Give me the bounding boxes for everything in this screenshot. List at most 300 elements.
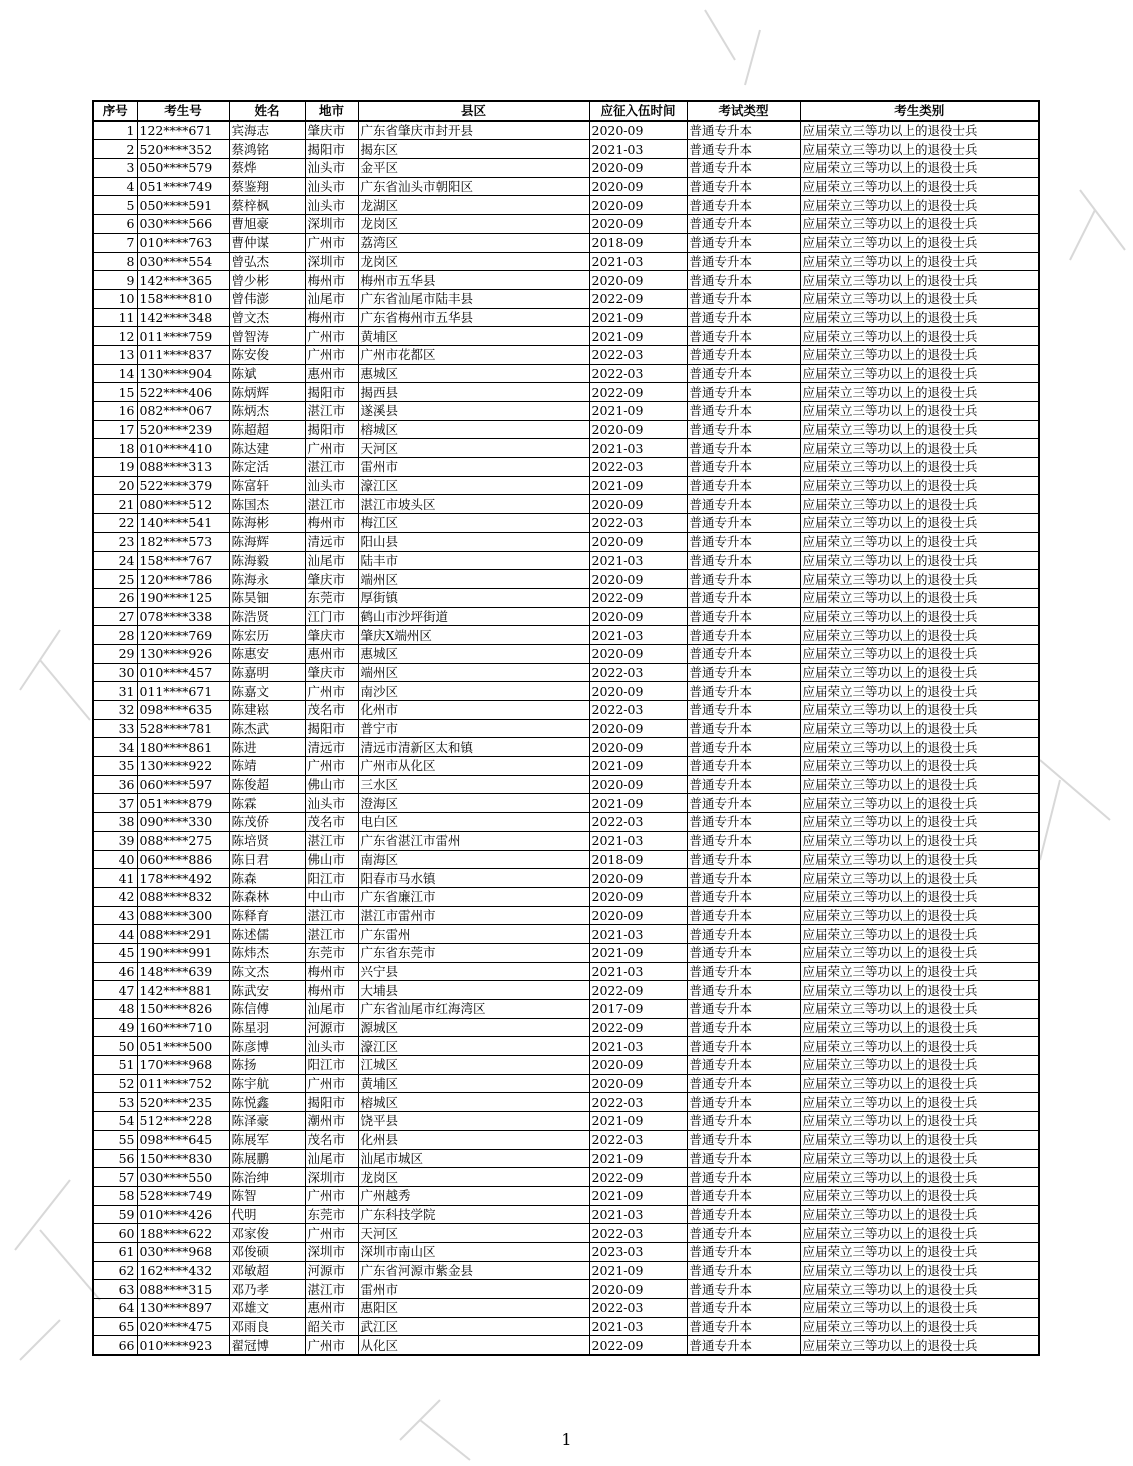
cell-candidate-no: 088****291 [137,925,229,944]
header-city: 地市 [305,101,358,121]
cell-exam-type: 普通专升本 [687,1299,800,1318]
cell-name: 曾少彬 [229,271,305,290]
table-row [93,925,1039,944]
cell-candidate-no: 020****475 [137,1317,229,1336]
cell-district: 湛江市雷州市 [358,906,589,925]
cell-candidate-no: 520****239 [137,420,229,439]
cell-city: 广州市 [305,1336,358,1355]
cell-seq: 23 [93,532,137,551]
cell-enlist-time: 2021-03 [589,1317,687,1336]
cell-district: 南沙区 [358,682,589,701]
cell-seq: 31 [93,682,137,701]
cell-enlist-time: 2022-03 [589,1130,687,1149]
cell-name: 陈靖 [229,757,305,776]
cell-exam-type: 普通专升本 [687,1093,800,1112]
cell-enlist-time: 2020-09 [589,719,687,738]
cell-name: 陈建崧 [229,701,305,720]
cell-seq: 26 [93,588,137,607]
cell-candidate-category: 应届荣立三等功以上的退役士兵 [800,1056,1039,1075]
cell-name: 陈星羽 [229,1018,305,1037]
table-row [93,1168,1039,1187]
cell-city: 阳江市 [305,869,358,888]
cell-candidate-category: 应届荣立三等功以上的退役士兵 [800,308,1039,327]
cell-district: 兴宁县 [358,962,589,981]
cell-district: 广东省汕尾市红海湾区 [358,1000,589,1019]
cell-enlist-time: 2021-09 [589,1261,687,1280]
cell-name: 蔡梓枫 [229,196,305,215]
cell-city: 韶关市 [305,1317,358,1336]
cell-enlist-time: 2020-09 [589,682,687,701]
cell-district: 雷州市 [358,1280,589,1299]
header-candidate-category: 考生类别 [800,101,1039,121]
cell-name: 陈治绅 [229,1168,305,1187]
cell-exam-type: 普通专升本 [687,962,800,981]
cell-district: 南海区 [358,850,589,869]
cell-candidate-no: 080****512 [137,495,229,514]
cell-candidate-category: 应届荣立三等功以上的退役士兵 [800,1112,1039,1131]
cell-name: 陈信傅 [229,1000,305,1019]
table-row [93,943,1039,962]
cell-candidate-no: 130****922 [137,757,229,776]
table-row [93,121,1039,140]
cell-candidate-no: 130****926 [137,644,229,663]
cell-seq: 40 [93,850,137,869]
table-row [93,794,1039,813]
cell-exam-type: 普通专升本 [687,925,800,944]
table-row [93,850,1039,869]
cell-name: 陈海永 [229,570,305,589]
cell-city: 广州市 [305,327,358,346]
cell-name: 陈述儒 [229,925,305,944]
header-name: 姓名 [229,101,305,121]
cell-exam-type: 普通专升本 [687,757,800,776]
cell-seq: 8 [93,252,137,271]
cell-city: 清远市 [305,532,358,551]
cell-candidate-category: 应届荣立三等功以上的退役士兵 [800,458,1039,477]
table-row [93,383,1039,402]
header-exam-type: 考试类型 [687,101,800,121]
cell-exam-type: 普通专升本 [687,402,800,421]
cell-enlist-time: 2022-09 [589,1018,687,1037]
cell-city: 汕头市 [305,177,358,196]
cell-seq: 55 [93,1130,137,1149]
table-row [93,757,1039,776]
cell-enlist-time: 2021-09 [589,308,687,327]
cell-candidate-category: 应届荣立三等功以上的退役士兵 [800,1149,1039,1168]
cell-candidate-no: 082****067 [137,402,229,421]
cell-enlist-time: 2017-09 [589,1000,687,1019]
cell-name: 陈培贤 [229,831,305,850]
cell-district: 陆丰市 [358,551,589,570]
cell-exam-type: 普通专升本 [687,1186,800,1205]
cell-city: 揭阳市 [305,383,358,402]
cell-exam-type: 普通专升本 [687,794,800,813]
cell-candidate-category: 应届荣立三等功以上的退役士兵 [800,850,1039,869]
page-number: 1 [561,1430,572,1449]
cell-exam-type: 普通专升本 [687,588,800,607]
cell-name: 陈海辉 [229,532,305,551]
cell-exam-type: 普通专升本 [687,906,800,925]
cell-enlist-time: 2021-03 [589,439,687,458]
cell-exam-type: 普通专升本 [687,850,800,869]
cell-seq: 3 [93,159,137,178]
cell-city: 揭阳市 [305,719,358,738]
table-row [93,1074,1039,1093]
cell-name: 曾文杰 [229,308,305,327]
cell-district: 濠江区 [358,1037,589,1056]
cell-name: 陈宏历 [229,626,305,645]
cell-seq: 61 [93,1242,137,1261]
cell-seq: 56 [93,1149,137,1168]
cell-enlist-time: 2020-09 [589,1056,687,1075]
cell-exam-type: 普通专升本 [687,1149,800,1168]
cell-candidate-category: 应届荣立三等功以上的退役士兵 [800,215,1039,234]
cell-city: 肇庆市 [305,626,358,645]
cell-enlist-time: 2022-03 [589,1093,687,1112]
table-row [93,364,1039,383]
cell-city: 梅州市 [305,514,358,533]
cell-exam-type: 普通专升本 [687,813,800,832]
cell-city: 汕头市 [305,476,358,495]
cell-enlist-time: 2020-09 [589,215,687,234]
cell-seq: 7 [93,233,137,252]
cell-city: 肇庆市 [305,121,358,140]
cell-district: 黄埔区 [358,327,589,346]
cell-seq: 15 [93,383,137,402]
cell-candidate-category: 应届荣立三等功以上的退役士兵 [800,1317,1039,1336]
cell-city: 湛江市 [305,831,358,850]
cell-seq: 62 [93,1261,137,1280]
cell-city: 梅州市 [305,308,358,327]
cell-candidate-no: 160****710 [137,1018,229,1037]
cell-enlist-time: 2020-09 [589,532,687,551]
cell-candidate-category: 应届荣立三等功以上的退役士兵 [800,383,1039,402]
cell-city: 广州市 [305,1074,358,1093]
cell-candidate-category: 应届荣立三等功以上的退役士兵 [800,1205,1039,1224]
cell-name: 曾弘杰 [229,252,305,271]
cell-candidate-no: 011****759 [137,327,229,346]
cell-city: 深圳市 [305,252,358,271]
cell-city: 梅州市 [305,271,358,290]
cell-district: 广东省东莞市 [358,943,589,962]
cell-name: 陈森林 [229,887,305,906]
cell-candidate-no: 512****228 [137,1112,229,1131]
table-row [93,1018,1039,1037]
cell-exam-type: 普通专升本 [687,364,800,383]
cell-city: 汕头市 [305,159,358,178]
cell-name: 陈炜杰 [229,943,305,962]
cell-exam-type: 普通专升本 [687,1037,800,1056]
table-row [93,962,1039,981]
cell-city: 湛江市 [305,906,358,925]
cell-district: 惠城区 [358,364,589,383]
cell-exam-type: 普通专升本 [687,327,800,346]
cell-candidate-category: 应届荣立三等功以上的退役士兵 [800,906,1039,925]
cell-candidate-no: 528****781 [137,719,229,738]
cell-candidate-no: 190****991 [137,943,229,962]
cell-city: 深圳市 [305,215,358,234]
table-row [93,869,1039,888]
cell-city: 潮州市 [305,1112,358,1131]
cell-exam-type: 普通专升本 [687,551,800,570]
cell-enlist-time: 2020-09 [589,177,687,196]
cell-enlist-time: 2020-09 [589,906,687,925]
table-row [93,1205,1039,1224]
cell-candidate-no: 090****330 [137,813,229,832]
cell-district: 源城区 [358,1018,589,1037]
cell-candidate-no: 051****879 [137,794,229,813]
cell-candidate-no: 010****763 [137,233,229,252]
table-row [93,308,1039,327]
cell-city: 河源市 [305,1261,358,1280]
table-row [93,420,1039,439]
cell-enlist-time: 2021-09 [589,402,687,421]
cell-exam-type: 普通专升本 [687,570,800,589]
cell-candidate-no: 051****500 [137,1037,229,1056]
cell-candidate-no: 060****597 [137,775,229,794]
cell-exam-type: 普通专升本 [687,308,800,327]
cell-exam-type: 普通专升本 [687,439,800,458]
cell-district: 广州越秀 [358,1186,589,1205]
cell-candidate-category: 应届荣立三等功以上的退役士兵 [800,1018,1039,1037]
cell-candidate-no: 142****881 [137,981,229,1000]
cell-name: 陈宇航 [229,1074,305,1093]
cell-exam-type: 普通专升本 [687,532,800,551]
cell-district: 广东省廉江市 [358,887,589,906]
cell-seq: 29 [93,644,137,663]
cell-exam-type: 普通专升本 [687,215,800,234]
cell-enlist-time: 2021-03 [589,626,687,645]
cell-district: 从化区 [358,1336,589,1355]
cell-candidate-category: 应届荣立三等功以上的退役士兵 [800,1168,1039,1187]
cell-enlist-time: 2020-09 [589,887,687,906]
cell-candidate-no: 098****635 [137,701,229,720]
watermark-stroke [1070,190,1125,260]
cell-seq: 18 [93,439,137,458]
watermark-stroke [1040,760,1110,860]
cell-city: 广州市 [305,682,358,701]
cell-district: 遂溪县 [358,402,589,421]
cell-enlist-time: 2020-09 [589,420,687,439]
cell-seq: 57 [93,1168,137,1187]
cell-candidate-no: 130****897 [137,1299,229,1318]
cell-candidate-no: 150****826 [137,1000,229,1019]
cell-candidate-category: 应届荣立三等功以上的退役士兵 [800,869,1039,888]
cell-candidate-no: 148****639 [137,962,229,981]
cell-candidate-category: 应届荣立三等功以上的退役士兵 [800,981,1039,1000]
cell-district: 揭西县 [358,383,589,402]
cell-candidate-category: 应届荣立三等功以上的退役士兵 [800,1093,1039,1112]
cell-seq: 58 [93,1186,137,1205]
header-enlist-time: 应征入伍时间 [589,101,687,121]
table-row [93,831,1039,850]
cell-district: 榕城区 [358,1093,589,1112]
cell-city: 广州市 [305,233,358,252]
cell-enlist-time: 2021-09 [589,1112,687,1131]
cell-candidate-no: 088****300 [137,906,229,925]
table-row [93,495,1039,514]
cell-district: 广东省汕头市朝阳区 [358,177,589,196]
cell-candidate-category: 应届荣立三等功以上的退役士兵 [800,831,1039,850]
cell-candidate-category: 应届荣立三等功以上的退役士兵 [800,551,1039,570]
candidate-table [92,100,1040,1356]
cell-seq: 65 [93,1317,137,1336]
cell-enlist-time: 2021-09 [589,794,687,813]
cell-city: 东莞市 [305,1205,358,1224]
cell-name: 翟冠博 [229,1336,305,1355]
cell-district: 阳山县 [358,532,589,551]
cell-name: 陈悦鑫 [229,1093,305,1112]
table-row [93,1000,1039,1019]
cell-candidate-category: 应届荣立三等功以上的退役士兵 [800,439,1039,458]
cell-exam-type: 普通专升本 [687,663,800,682]
cell-enlist-time: 2022-03 [589,514,687,533]
cell-candidate-no: 520****352 [137,140,229,159]
cell-seq: 37 [93,794,137,813]
cell-name: 陈达建 [229,439,305,458]
cell-candidate-category: 应届荣立三等功以上的退役士兵 [800,738,1039,757]
cell-exam-type: 普通专升本 [687,233,800,252]
cell-candidate-category: 应届荣立三等功以上的退役士兵 [800,626,1039,645]
table-row [93,775,1039,794]
cell-enlist-time: 2021-09 [589,1186,687,1205]
cell-seq: 53 [93,1093,137,1112]
cell-exam-type: 普通专升本 [687,626,800,645]
table-row [93,1299,1039,1318]
cell-district: 三水区 [358,775,589,794]
cell-candidate-category: 应届荣立三等功以上的退役士兵 [800,402,1039,421]
cell-candidate-category: 应届荣立三等功以上的退役士兵 [800,159,1039,178]
cell-seq: 46 [93,962,137,981]
cell-name: 陈俊超 [229,775,305,794]
cell-city: 中山市 [305,887,358,906]
cell-candidate-no: 120****786 [137,570,229,589]
cell-enlist-time: 2018-09 [589,850,687,869]
cell-enlist-time: 2022-03 [589,458,687,477]
cell-exam-type: 普通专升本 [687,831,800,850]
cell-city: 茂名市 [305,701,358,720]
cell-enlist-time: 2023-03 [589,1242,687,1261]
cell-exam-type: 普通专升本 [687,177,800,196]
cell-district: 广东省湛江市雷州 [358,831,589,850]
cell-city: 东莞市 [305,588,358,607]
cell-candidate-category: 应届荣立三等功以上的退役士兵 [800,1299,1039,1318]
cell-name: 陈海毅 [229,551,305,570]
cell-candidate-category: 应届荣立三等功以上的退役士兵 [800,327,1039,346]
cell-enlist-time: 2021-09 [589,1149,687,1168]
cell-exam-type: 普通专升本 [687,719,800,738]
cell-enlist-time: 2021-03 [589,925,687,944]
cell-seq: 10 [93,289,137,308]
cell-enlist-time: 2021-03 [589,140,687,159]
cell-enlist-time: 2022-03 [589,813,687,832]
cell-exam-type: 普通专升本 [687,1112,800,1131]
cell-candidate-category: 应届荣立三等功以上的退役士兵 [800,140,1039,159]
cell-city: 阳江市 [305,1056,358,1075]
table-row [93,289,1039,308]
cell-exam-type: 普通专升本 [687,869,800,888]
cell-exam-type: 普通专升本 [687,458,800,477]
cell-candidate-category: 应届荣立三等功以上的退役士兵 [800,719,1039,738]
cell-candidate-no: 178****492 [137,869,229,888]
cell-seq: 52 [93,1074,137,1093]
cell-candidate-no: 088****313 [137,458,229,477]
cell-candidate-category: 应届荣立三等功以上的退役士兵 [800,1242,1039,1261]
watermark-stroke [15,1180,100,1360]
cell-enlist-time: 2021-09 [589,757,687,776]
cell-candidate-category: 应届荣立三等功以上的退役士兵 [800,1186,1039,1205]
cell-city: 广州市 [305,757,358,776]
table-row [93,981,1039,1000]
cell-district: 惠阳区 [358,1299,589,1318]
cell-exam-type: 普通专升本 [687,271,800,290]
cell-city: 广州市 [305,345,358,364]
cell-candidate-category: 应届荣立三等功以上的退役士兵 [800,1280,1039,1299]
cell-seq: 12 [93,327,137,346]
cell-candidate-no: 088****832 [137,887,229,906]
cell-district: 鹤山市沙坪街道 [358,607,589,626]
cell-name: 陈杰武 [229,719,305,738]
cell-candidate-no: 522****406 [137,383,229,402]
header-candidate-no: 考生号 [137,101,229,121]
cell-exam-type: 普通专升本 [687,420,800,439]
cell-exam-type: 普通专升本 [687,701,800,720]
cell-exam-type: 普通专升本 [687,1317,800,1336]
cell-exam-type: 普通专升本 [687,1242,800,1261]
cell-name: 陈国杰 [229,495,305,514]
cell-enlist-time: 2022-03 [589,1299,687,1318]
cell-seq: 25 [93,570,137,589]
cell-candidate-category: 应届荣立三等功以上的退役士兵 [800,607,1039,626]
cell-candidate-category: 应届荣立三等功以上的退役士兵 [800,794,1039,813]
cell-enlist-time: 2021-03 [589,1037,687,1056]
cell-name: 陈扬 [229,1056,305,1075]
cell-candidate-no: 130****904 [137,364,229,383]
cell-candidate-category: 应届荣立三等功以上的退役士兵 [800,1037,1039,1056]
cell-seq: 42 [93,887,137,906]
cell-enlist-time: 2021-03 [589,252,687,271]
cell-enlist-time: 2022-09 [589,1336,687,1355]
cell-candidate-no: 030****554 [137,252,229,271]
cell-city: 广州市 [305,1224,358,1243]
cell-seq: 9 [93,271,137,290]
cell-district: 广州市花都区 [358,345,589,364]
cell-district: 广东雷州 [358,925,589,944]
cell-enlist-time: 2021-09 [589,476,687,495]
cell-candidate-no: 078****338 [137,607,229,626]
cell-district: 榕城区 [358,420,589,439]
cell-seq: 27 [93,607,137,626]
table-row [93,177,1039,196]
cell-candidate-no: 050****591 [137,196,229,215]
cell-enlist-time: 2022-09 [589,289,687,308]
cell-seq: 30 [93,663,137,682]
cell-exam-type: 普通专升本 [687,1205,800,1224]
cell-enlist-time: 2022-09 [589,588,687,607]
table-row [93,570,1039,589]
table-row [93,626,1039,645]
cell-name: 陈日君 [229,850,305,869]
cell-candidate-no: 011****837 [137,345,229,364]
cell-city: 湛江市 [305,402,358,421]
cell-exam-type: 普通专升本 [687,1018,800,1037]
cell-candidate-category: 应届荣立三等功以上的退役士兵 [800,495,1039,514]
cell-district: 雷州市 [358,458,589,477]
cell-name: 陈武安 [229,981,305,1000]
cell-enlist-time: 2021-09 [589,943,687,962]
cell-name: 陈超超 [229,420,305,439]
cell-candidate-no: 190****125 [137,588,229,607]
